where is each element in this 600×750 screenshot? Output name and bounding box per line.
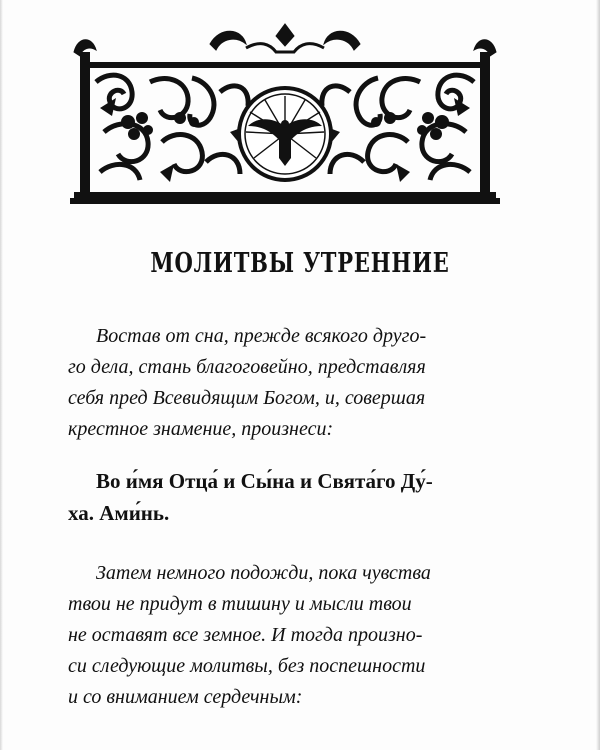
intro-line-3: себя пред Всевидящим Богом, и, совершая	[68, 387, 426, 409]
header-ornament	[70, 22, 500, 206]
page-edge-shadow	[596, 0, 600, 750]
closing-line-1: Затем немного подожди, пока чувства	[96, 562, 431, 584]
closing-line-4: си следующие молитвы, без поспешности	[68, 655, 426, 677]
intro-line-4: крестное знамение, произнеси:	[68, 418, 334, 440]
closing-line-3: не оставят все земное. И тогда произно-	[68, 624, 423, 646]
intro-line-2: го дела, стань благоговейно, представляя	[68, 356, 426, 378]
invocation-line-1: Во и́мя Отца́ и Сы́на и Свята́го Ду́-	[96, 469, 433, 493]
intro-line-1: Востав от сна, прежде всякого друго-	[96, 325, 427, 347]
invocation-line-2: ха. Ами́нь.	[68, 501, 170, 525]
page-title: МОЛИТВЫ УТРЕННИЕ	[150, 248, 450, 279]
closing-line-2: твои не придут в тишину и мысли твои	[68, 593, 412, 615]
closing-line-5: и со вниманием сердечным:	[68, 686, 303, 708]
holy-spirit-dove-icon	[239, 88, 331, 180]
page-edge-shadow	[0, 0, 3, 750]
